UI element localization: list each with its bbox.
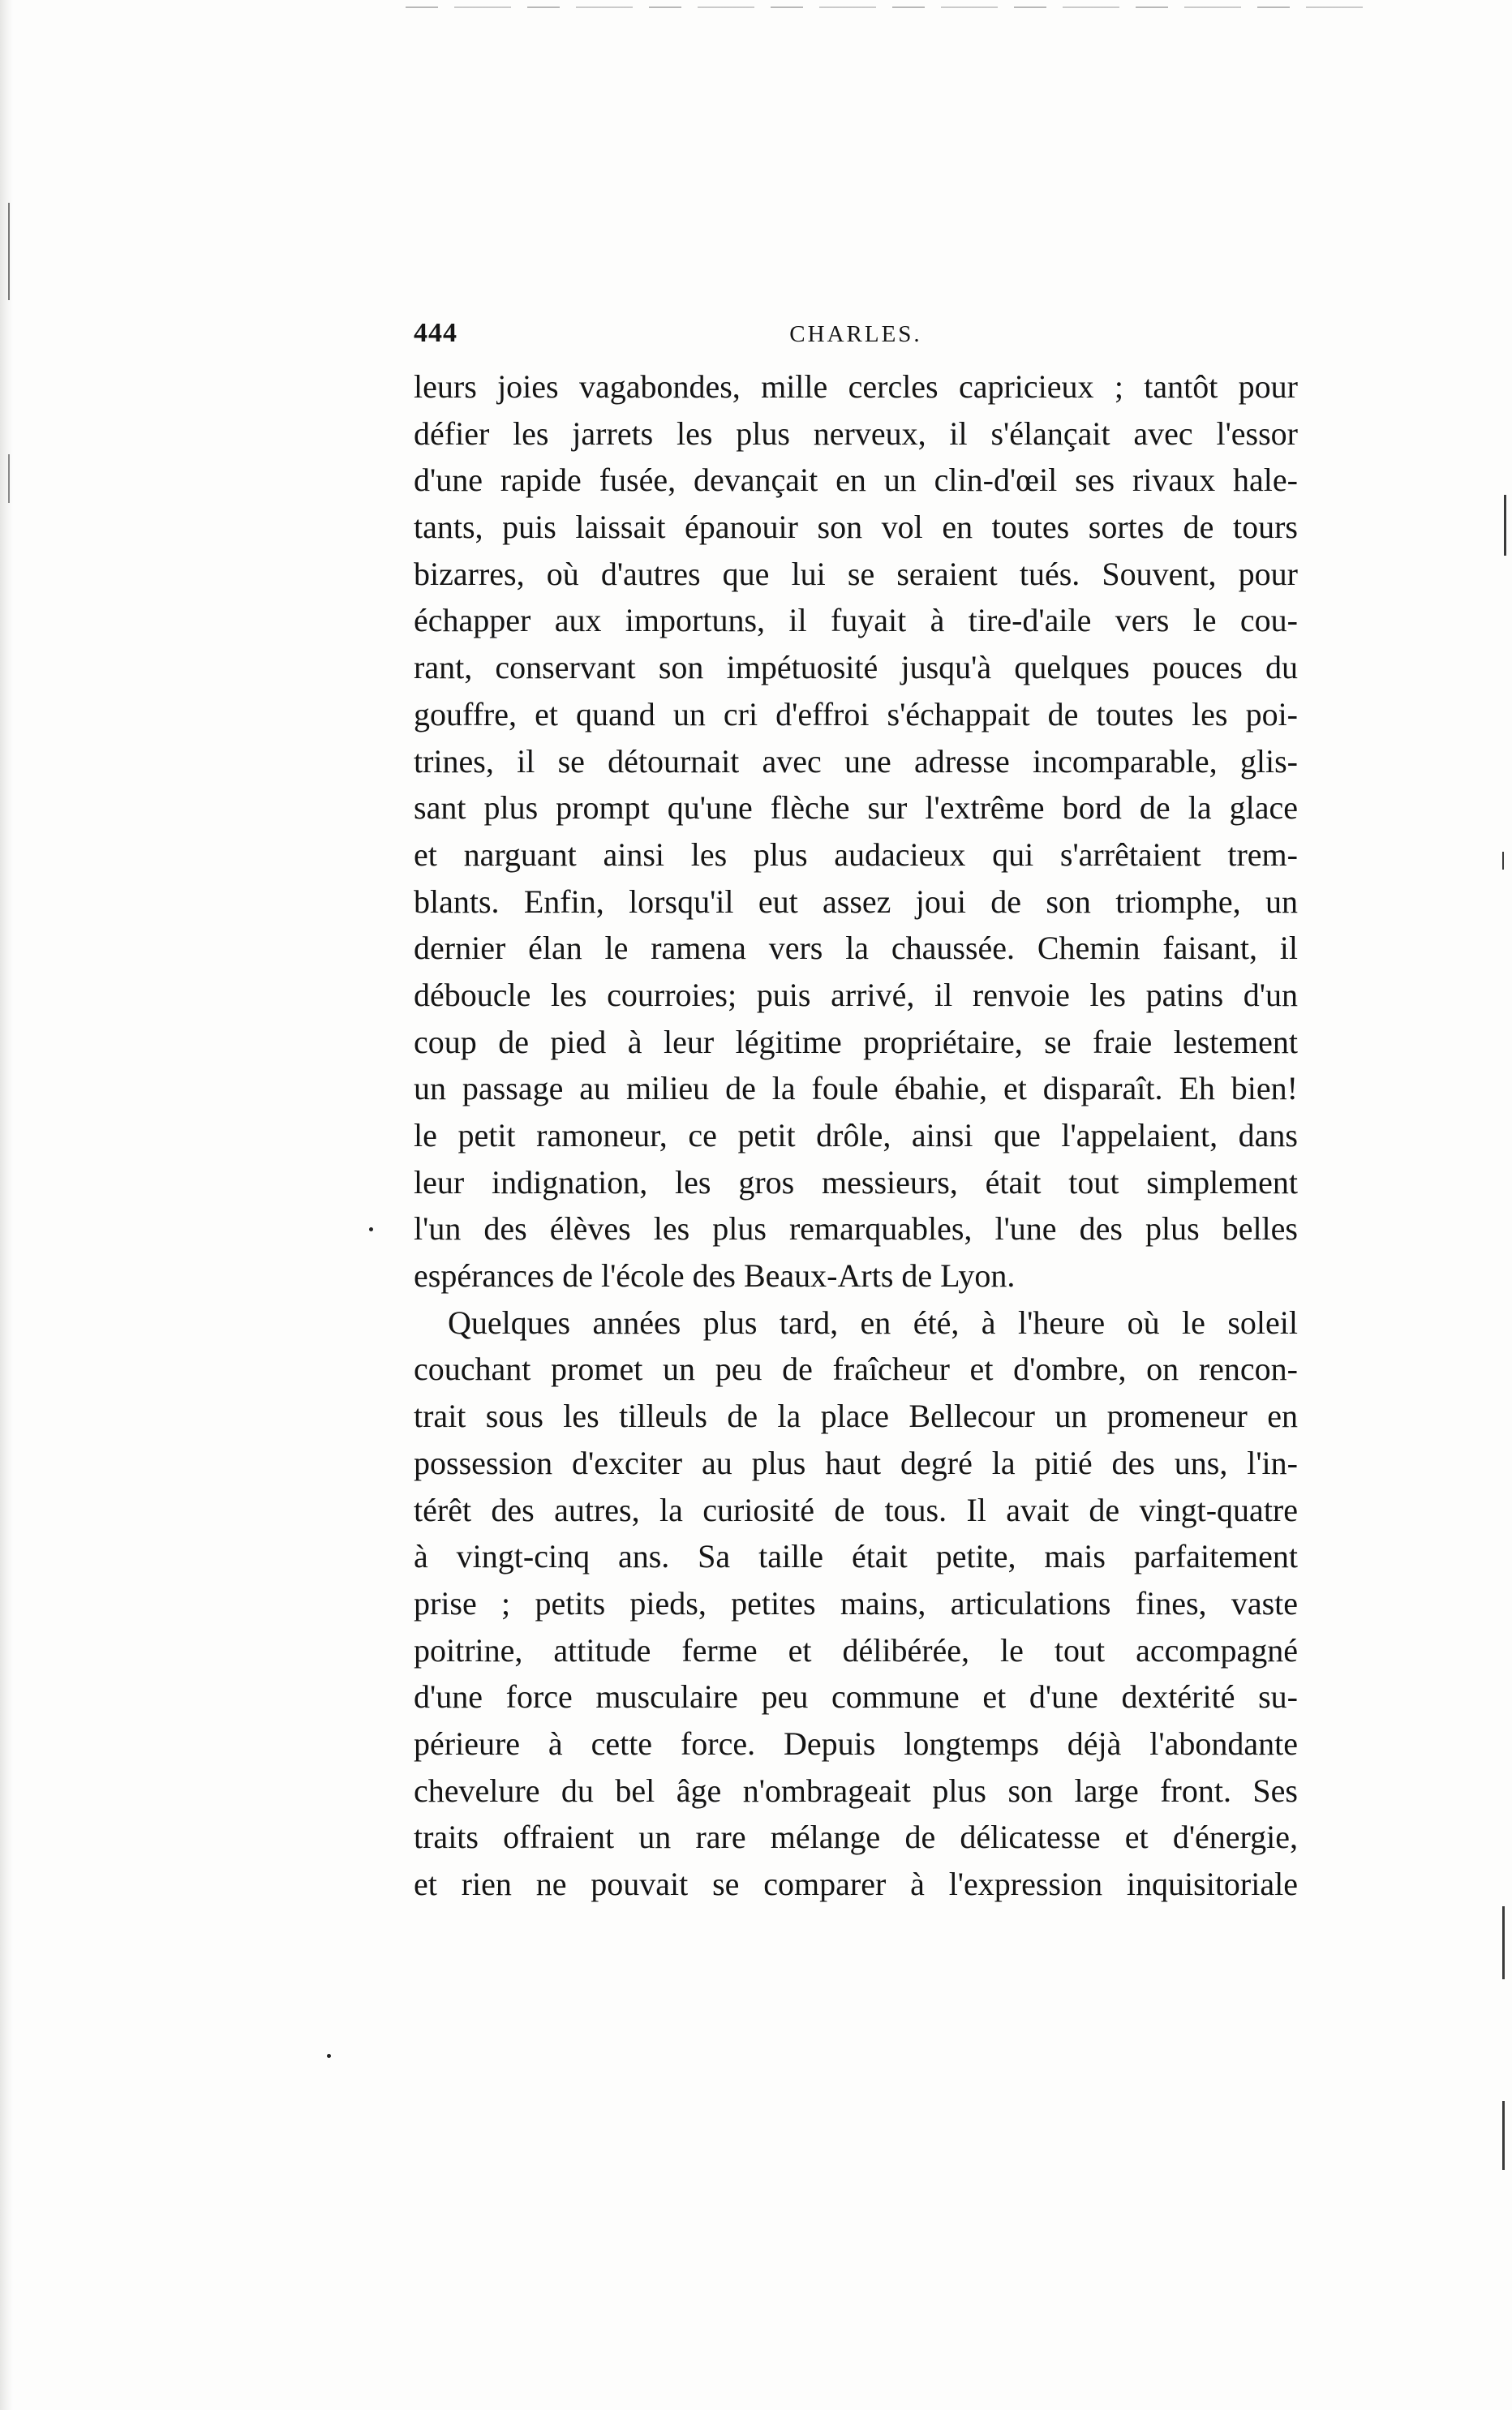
text-line: le petit ramoneur, ce petit drôle, ainsi que l'appelaient, dans (414, 1117, 1298, 1153)
text-line: l'un des élèves les plus remarquables, l'une des plus belles (414, 1210, 1298, 1248)
text-line: bizarres, où d'autres que lui se seraient tués. Souvent, pour (414, 555, 1298, 592)
scan-top-rule (406, 6, 1379, 8)
paragraph-end-line: espérances de l'école des Beaux-Arts de Lyon. (414, 1257, 1016, 1295)
text-line: un passage au milieu de la foule ébahie, et disparaît. Eh bien! (414, 1070, 1298, 1107)
scan-margin-mark (1504, 495, 1506, 556)
paragraph-start-line: Quelques années plus tard, en été, à l'heure où le soleil (448, 1304, 1298, 1341)
text-line: trines, il se détournait avec une adresse incomparable, glis- (414, 742, 1298, 780)
text-line: blants. Enfin, lorsqu'il eut assez joui de son triomphe, un (414, 883, 1298, 920)
text-line: et narguant ainsi les plus audacieux qui s'arrêtaient trem- (414, 836, 1298, 873)
scan-edge-shadow (0, 0, 13, 2410)
page-number: 444 (414, 318, 457, 348)
text-line: prise ; petits pieds, petites mains, articulations fines, vaste (414, 1584, 1298, 1622)
text-line: défier les jarrets les plus nerveux, il s'élançait avec l'essor (414, 415, 1298, 452)
text-line: dernier élan le ramena vers la chaussée. Chemin faisant, il (414, 930, 1298, 967)
text-line: coup de pied à leur légitime propriétaire, se fraie lestement (414, 1023, 1298, 1060)
text-line: déboucle les courroies; puis arrivé, il renvoie les patins d'un (414, 976, 1298, 1013)
page-header (414, 318, 1298, 359)
scan-speck (327, 2054, 331, 2058)
text-line: traits offraient un rare mélange de délicatesse et d'énergie, (414, 1819, 1298, 1856)
scan-margin-mark (8, 203, 10, 300)
running-head: CHARLES. (789, 321, 922, 347)
text-line: trait sous les tilleuls de la place Bellecour un promeneur en (414, 1398, 1298, 1435)
text-line: à vingt-cinq ans. Sa taille était petite, mais parfaitement (414, 1538, 1298, 1575)
text-line: sant plus prompt qu'une flèche sur l'extrême bord de la glace (414, 789, 1298, 827)
scan-margin-mark (1502, 852, 1504, 870)
text-line: gouffre, et quand un cri d'effroi s'échappait de toutes les poi- (414, 695, 1298, 732)
scan-margin-mark (1502, 1906, 1505, 1979)
text-line: chevelure du bel âge n'ombrageait plus son large front. Ses (414, 1772, 1298, 1809)
text-line: leurs joies vagabondes, mille cercles capricieux ; tantôt pour (414, 368, 1298, 405)
text-line: tants, puis laissait épanouir son vol en toutes sortes de tours (414, 509, 1298, 546)
scan-margin-mark (8, 454, 10, 503)
text-line: périeure à cette force. Depuis longtemps déjà l'abondante (414, 1725, 1298, 1762)
text-line: et rien ne pouvait se comparer à l'expression inquisitoriale (414, 1866, 1298, 1902)
text-line: poitrine, attitude ferme et délibérée, le tout accompagné (414, 1631, 1298, 1669)
text-line: échapper aux importuns, il fuyait à tire-d'aile vers le cou- (414, 602, 1298, 639)
text-line: d'une rapide fusée, devançait en un clin-d'œil ses rivaux hale- (414, 462, 1298, 499)
scan-margin-mark (1502, 2101, 1505, 2170)
text-line: couchant promet un peu de fraîcheur et d'ombre, on rencon- (414, 1351, 1298, 1388)
text-line: d'une force musculaire peu commune et d'une dextérité su- (414, 1678, 1298, 1716)
body-text (414, 363, 1298, 1908)
text-line: leur indignation, les gros messieurs, était tout simplement (414, 1163, 1298, 1201)
text-line: possession d'exciter au plus haut degré la pitié des uns, l'in- (414, 1444, 1298, 1481)
text-line: rant, conservant son impétuosité jusqu'à quelques pouces du (414, 649, 1298, 686)
text-line: térêt des autres, la curiosité de tous. Il avait de vingt-quatre (414, 1491, 1298, 1528)
scan-speck (369, 1227, 373, 1231)
